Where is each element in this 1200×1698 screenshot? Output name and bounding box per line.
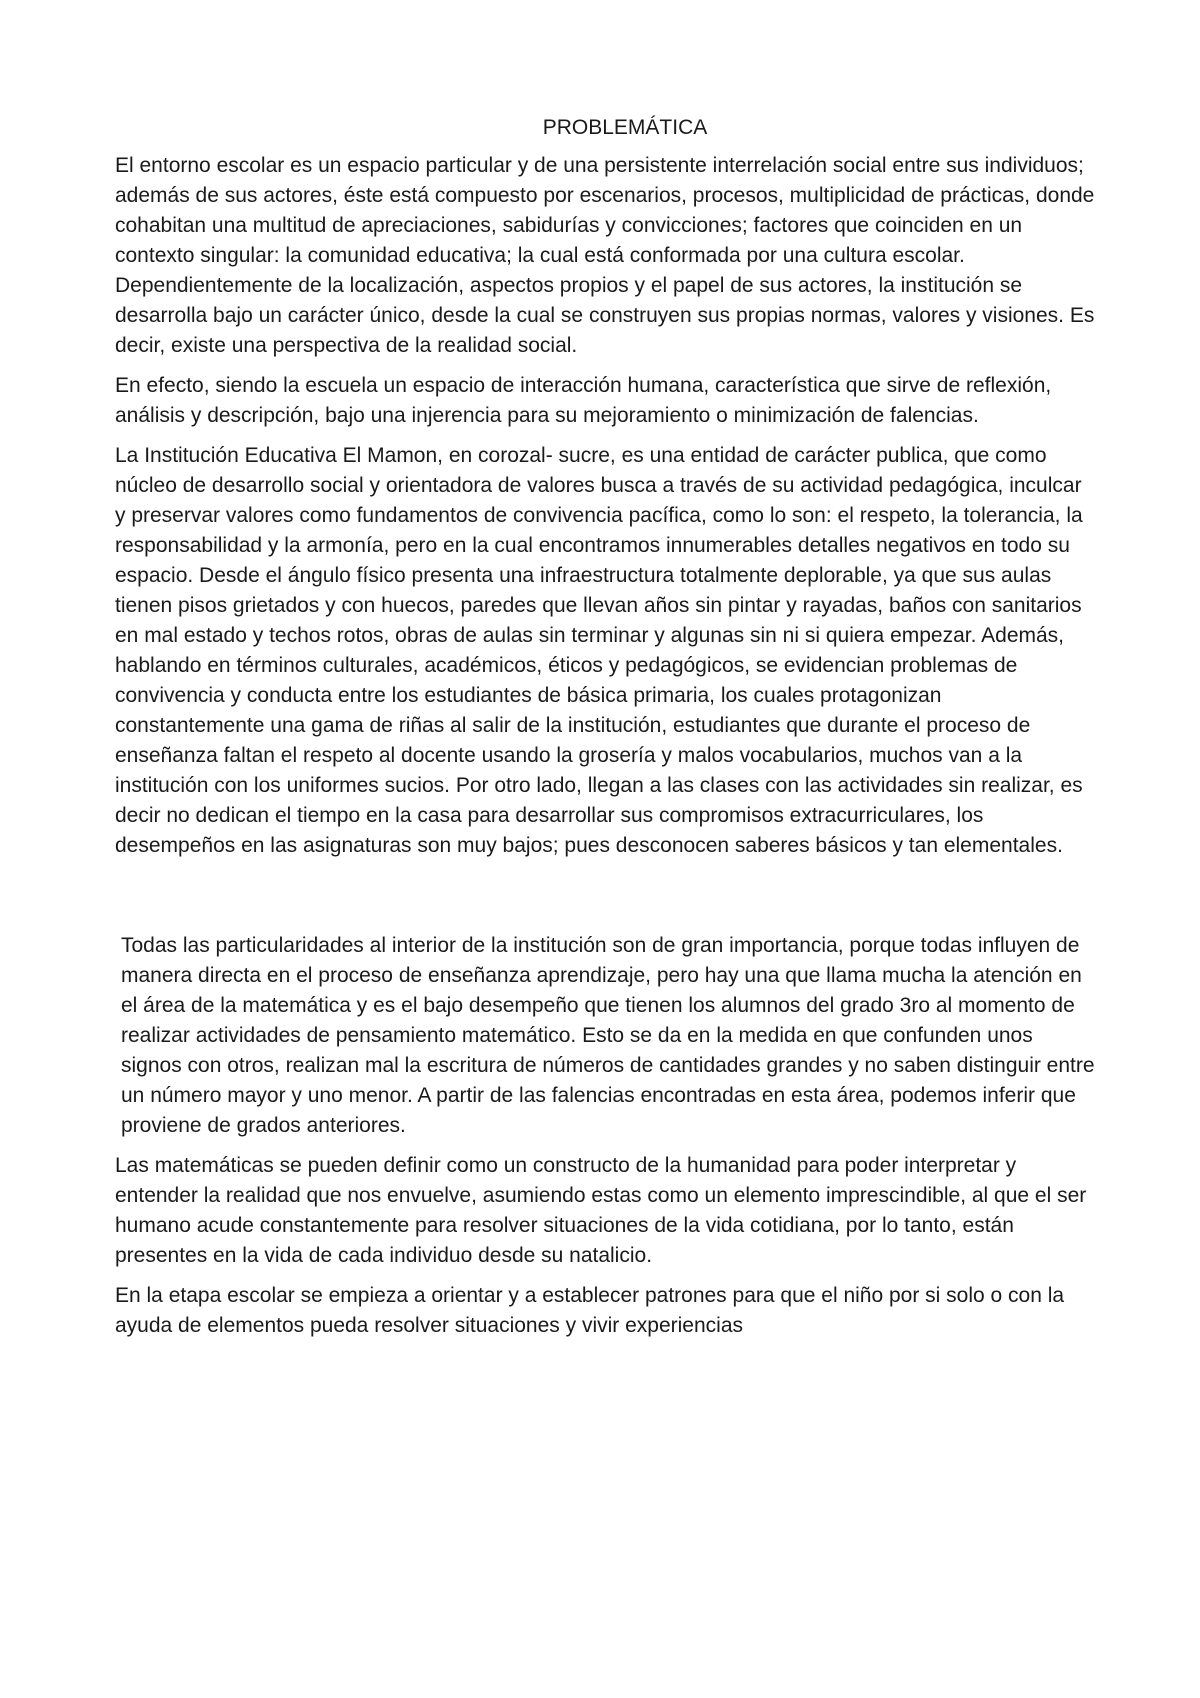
paragraph-institucion-educativa: La Institución Educativa El Mamon, en corozal- sucre, es una entidad de carácter publica, que como núcleo de desarrollo social y orientadora de valores busca a través de su actividad pedagógica, inculcar y preservar valores como fundamentos de convivencia pacífica, como lo son: el respeto, la tolerancia, la responsabilidad y la armonía, pero en la cual encontramos innumerables detalles negativos en todo su espacio. Desde el ángulo físico presenta una infraestructura totalmente deplorable, ya que sus aulas tienen pisos grietados y con huecos, paredes que llevan años sin pintar y rayadas, baños con sanitarios en mal estado y techos rotos, obras de aulas sin terminar y algunas sin ni si quiera empezar. Además, hablando en términos culturales, académicos, éticos y pedagógicos, se evidencian problemas de convivencia y conducta entre los estudiantes de básica primaria, los cuales protagonizan constantemente una gama de riñas al salir de la institución, estudiantes que durante el proceso de enseñanza faltan el respeto al docente usando la grosería y malos vocabularios, muchos van a la institución con los uniformes sucios. Por otro lado, llegan a las clases con las actividades sin realizar, es decir no dedican el tiempo en la casa para desarrollar sus compromisos extracurriculares, los desempeños en las asignaturas son muy bajos; pues desconocen saberes básicos y tan elementales. [115,444,1083,857]
paragraph-particularidades: Todas las particularidades al interior de la institución son de gran importancia, porque todas influyen de manera directa en el proceso de enseñanza aprendizaje, pero hay una que llama mucha la atención en el área de la matemática y es el bajo desempeño que tienen los alumnos del grado 3ro al momento de realizar actividades de pensamiento matemático. Esto se da en la medida en que confunden unos signos con otros, realizan mal la escritura de números de cantidades grandes y no saben distinguir entre un número mayor y uno menor. A partir de las falencias encontradas en esta área, podemos inferir que proviene de grados anteriores. [121,934,1095,1137]
paragraph-matematicas: Las matemáticas se pueden definir como un constructo de la humanidad para poder interpretar y entender la realidad que nos envuelve, asumiendo estas como un elemento imprescindible, al que el ser humano acude constantemente para resolver situaciones de la vida cotidiana, por lo tanto, están presentes en la vida de cada individuo desde su natalicio. [115,1154,1087,1267]
document-page [115,113,1095,1351]
paragraph-etapa-escolar: En la etapa escolar se empieza a orientar y a establecer patrones para que el niño por si solo o con la ayuda de elementos pueda resolver situaciones y vivir experiencias [115,1284,1065,1337]
paragraph-entorno-escolar: El entorno escolar es un espacio particular y de una persistente interrelación social entre sus individuos; además de sus actores, éste está compuesto por escenarios, procesos, multiplicidad de prácticas, donde cohabitan una multitud de apreciaciones, sabidurías y convicciones; factores que coinciden en un contexto singular: la comunidad educativa; la cual está conformada por una cultura escolar. Dependientemente de la localización, aspectos propios y el papel de sus actores, la institución se desarrolla bajo un carácter único, desde la cual se construyen sus propias normas, valores y visiones. Es decir, existe una perspectiva de la realidad social. [115,154,1095,357]
paragraph-en-efecto: En efecto, siendo la escuela un espacio de interacción humana, característica que sirve de reflexión, análisis y descripción, bajo una injerencia para su mejoramiento o minimización de falencias. [115,374,1052,427]
document-title: PROBLEMÁTICA [542,116,708,139]
paragraph-gap [115,871,1095,931]
